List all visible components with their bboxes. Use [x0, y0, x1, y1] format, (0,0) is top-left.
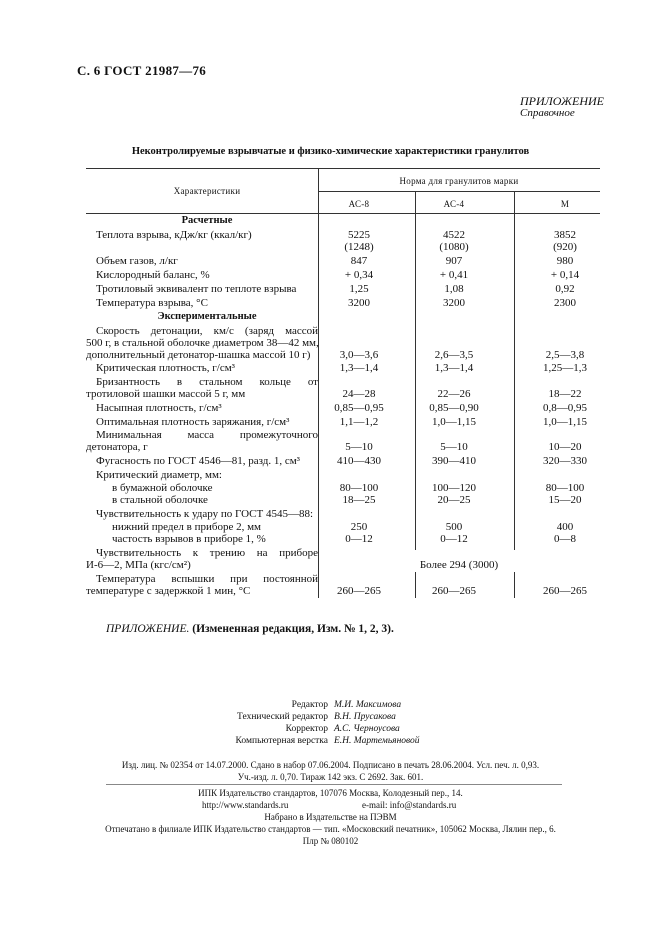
publisher-line-5: Плр № 080102: [302, 836, 359, 846]
cell: 847: [350, 255, 368, 267]
publisher-line-3: Набрано в Издательстве на ПЭВМ: [264, 812, 397, 822]
cell: + 0,34: [344, 269, 374, 281]
col-header-norm: Норма для гранулитов марки: [399, 176, 519, 186]
cell: 0—8: [554, 533, 576, 545]
row-label-critical-density: Критическая плотность, г/см³: [96, 362, 235, 374]
row-label-fugacity: Фугасность по ГОСТ 4546—81, разд. 1, см³: [96, 455, 300, 467]
imprint-line-2: Уч.-изд. л. 0,70. Тираж 142 экз. С 2692. Зак. 601.: [237, 772, 424, 782]
change-note-text: (Измененная редакция, Изм. № 1, 2, 3).: [192, 623, 394, 635]
cell: 5—10: [345, 441, 373, 453]
cell: 2,6—3,5: [434, 349, 474, 361]
section-calculated: Расчетные: [181, 215, 233, 226]
cell: 0—12: [440, 533, 468, 545]
credit-role: Корректор: [285, 724, 328, 734]
table-col-divider-3b: [514, 572, 515, 598]
row-label-brisance-2: тротиловой шашки массой 5 г, мм: [86, 388, 246, 400]
row-label-min-detonator: Минимальная масса промежуточного: [96, 429, 318, 441]
change-note-label: ПРИЛОЖЕНИЕ.: [106, 623, 190, 635]
credit-role: Технический редактор: [237, 712, 328, 722]
publisher-line-1: ИПК Издательство стандартов, 107076 Москва, Колодезный пер., 14.: [198, 788, 463, 798]
col-header-grade-m: М: [560, 199, 570, 209]
cell: 1,0—1,15: [432, 416, 476, 428]
cell: 400: [556, 521, 574, 533]
row-label-oxygen-balance: Кислородный баланс, %: [96, 269, 210, 281]
cell: 22—26: [437, 388, 471, 400]
row-label-flash-temp: Температура вспышки при постоянной: [96, 573, 318, 585]
table-col-divider-1: [318, 168, 319, 598]
credit-role: Компьютерная верстка: [235, 736, 328, 746]
cell: 980: [556, 255, 574, 267]
cell: 260—265: [432, 585, 476, 597]
cell: 1,3—1,4: [434, 362, 474, 374]
credit-name: В.Н. Прусакова: [334, 712, 396, 722]
row-label-detonation-speed-3: дополнительный детонатор-шашка массой 10 г): [86, 349, 311, 361]
row-label-detonation-speed-2: 500 г, в стальной оболочке диаметром 38—42 мм,: [86, 337, 319, 349]
col-header-characteristics: Характеристики: [173, 186, 241, 196]
cell: 80—100: [339, 482, 379, 494]
cell: 250: [350, 521, 368, 533]
cell: 1,3—1,4: [339, 362, 379, 374]
cell: 500: [445, 521, 463, 533]
cell: 15—20: [548, 494, 582, 506]
cell: 2,5—3,8: [545, 349, 585, 361]
publisher-line-4: Отпечатано в филиале ИПК Издательство стандартов — тип. «Московский печатник», 105062 Москва, Лялин пер., 6.: [105, 824, 556, 834]
cell: 0,85—0,90: [429, 402, 479, 414]
credit-name: Е.Н. Мартемьяновой: [334, 736, 420, 746]
header-mid-rule: [318, 191, 600, 192]
cell: 0—12: [345, 533, 373, 545]
publisher-url[interactable]: http://www.standards.ru: [202, 800, 289, 810]
cell: + 0,14: [550, 269, 580, 281]
cell: 3200: [443, 297, 465, 309]
cell: 320—330: [543, 455, 587, 467]
table-title: Неконтролируемые взрывчатые и физико-химические характеристики гранулитов: [131, 146, 530, 157]
cell: + 0,41: [439, 269, 469, 281]
cell: 18—22: [548, 388, 582, 400]
cell: 3852: [554, 229, 576, 241]
cell: 80—100: [545, 482, 585, 494]
row-label-friction-sensitivity-2: И-6—2, МПа (кгс/см²): [86, 559, 191, 571]
row-sublabel-lower-limit: нижний предел в приборе 2, мм: [112, 521, 261, 533]
cell: 0,85—0,95: [334, 402, 384, 414]
row-label-gas-volume: Объем газов, л/кг: [96, 255, 178, 267]
credit-name: А.С. Черноусова: [334, 724, 400, 734]
cell: (1080): [439, 241, 469, 253]
row-label-brisance: Бризантность в стальном кольце от: [96, 376, 318, 388]
cell: 18—25: [342, 494, 376, 506]
imprint-divider: [106, 784, 562, 785]
row-label-tnt-equivalent: Тротиловый эквивалент по теплоте взрыва: [96, 283, 297, 295]
col-header-grade-as8: АС-8: [348, 199, 370, 209]
cell: 100—120: [432, 482, 476, 494]
cell: 1,0—1,15: [543, 416, 587, 428]
row-sublabel-frequency: частость взрывов в приборе 1, %: [112, 533, 266, 545]
cell: 907: [445, 255, 463, 267]
cell: 4522: [443, 229, 465, 241]
row-label-impact-sensitivity: Чувствительность к удару по ГОСТ 4545—88:: [96, 508, 314, 520]
table-col-divider-2b: [415, 572, 416, 598]
cell: 410—430: [337, 455, 381, 467]
cell: 1,08: [444, 283, 464, 295]
row-label-friction-sensitivity: Чувствительность к трению на приборе: [96, 547, 318, 559]
row-label-detonation-speed: Скорость детонации, км/с (заряд массой: [96, 325, 318, 337]
cell: 260—265: [337, 585, 381, 597]
cell: 1,25: [349, 283, 369, 295]
row-label-min-detonator-2: детонатора, г: [86, 441, 148, 453]
imprint-line-1: Изд. лиц. № 02354 от 14.07.2000. Сдано в набор 07.06.2004. Подписано в печать 28.06.2004. Усл. печ. л. 0,93.: [121, 760, 540, 770]
cell: 0,92: [555, 283, 575, 295]
cell: 3,0—3,6: [339, 349, 379, 361]
change-note: [106, 623, 394, 635]
cell: 390—410: [432, 455, 476, 467]
cell: 260—265: [543, 585, 587, 597]
row-label-heat: Теплота взрыва, кДж/кг (ккал/кг): [96, 229, 252, 241]
row-label-bulk-density: Насыпная плотность, г/см³: [96, 402, 222, 414]
table-col-divider-3: [514, 191, 515, 550]
section-experimental: Экспериментальные: [157, 311, 257, 322]
cell: 2300: [554, 297, 576, 309]
cell: 10—20: [548, 441, 582, 453]
table-col-divider-2: [415, 191, 416, 550]
cell: (920): [553, 241, 577, 253]
cell: 5—10: [440, 441, 468, 453]
cell: 3200: [348, 297, 370, 309]
appendix-label: ПРИЛОЖЕНИЕ: [520, 94, 604, 108]
cell: (1248): [344, 241, 374, 253]
credit-role: Редактор: [291, 700, 328, 710]
cell: 5225: [348, 229, 370, 241]
col-header-grade-as4: АС-4: [443, 199, 465, 209]
cell: 20—25: [437, 494, 471, 506]
cell: 24—28: [342, 388, 376, 400]
page-header: С. 6 ГОСТ 21987—76: [77, 63, 207, 78]
row-label-explosion-temp: Температура взрыва, °С: [96, 297, 208, 309]
publisher-email[interactable]: e-mail: info@standards.ru: [362, 800, 457, 810]
appendix-type: Справочное: [520, 107, 575, 119]
row-label-optimal-density: Оптимальная плотность заряжания, г/см³: [96, 416, 290, 428]
credit-name: М.И. Максимова: [334, 700, 402, 710]
cell: 1,1—1,2: [339, 416, 379, 428]
row-label-critical-diameter: Критический диаметр, мм:: [96, 469, 222, 481]
table-top-rule: [86, 168, 600, 169]
header-bottom-rule: [86, 213, 600, 214]
row-sublabel-steel: в стальной оболочке: [112, 494, 208, 506]
cell: 0,8—0,95: [543, 402, 587, 414]
row-label-flash-temp-2: температуре с задержкой 1 мин, °С: [86, 585, 251, 597]
cell-merged: Более 294 (3000): [419, 559, 499, 571]
cell: 1,25—1,3: [543, 362, 587, 374]
row-sublabel-paper: в бумажной оболочке: [112, 482, 213, 494]
